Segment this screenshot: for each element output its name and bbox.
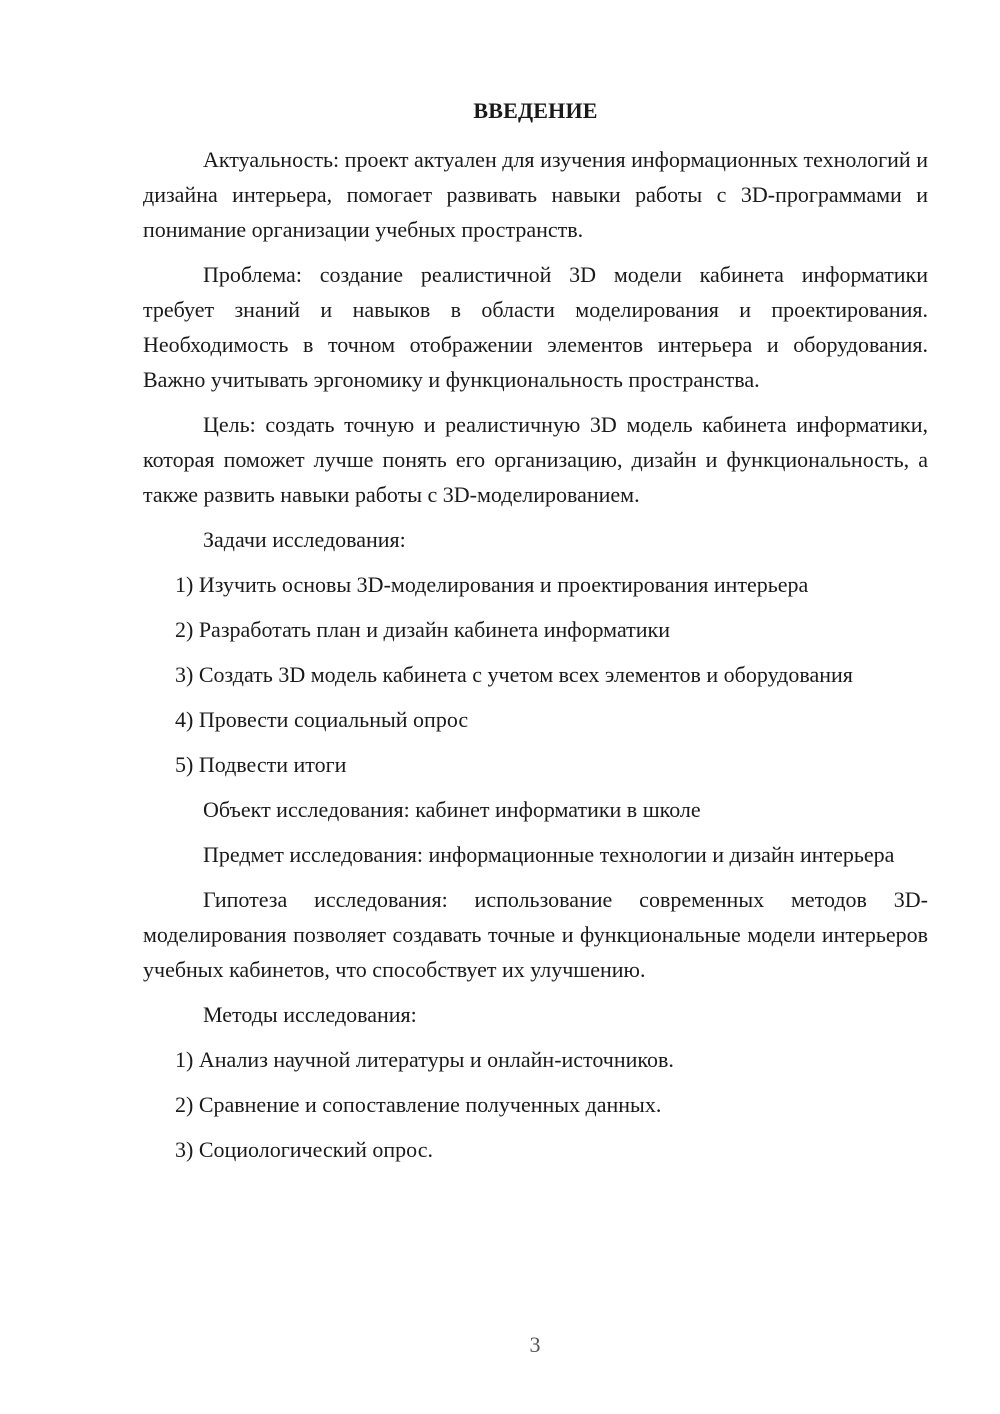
methods-heading: Методы исследования: [203, 1002, 417, 1027]
subject-paragraph: Предмет исследования: информационные технологии и дизайн интерьера [203, 842, 895, 867]
hypothesis-paragraph: Гипотеза исследования: использование современных методов 3D-моделирования позволяет создавать точные и функциональные модели интерьеров учебных кабинетов, что способствует их улучшению. [143, 887, 928, 982]
task-item-3: 3) Создать 3D модель кабинета с учетом всех элементов и оборудования [175, 662, 853, 687]
task-item-2: 2) Разработать план и дизайн кабинета информатики [175, 617, 670, 642]
tasks-heading: Задачи исследования: [203, 527, 406, 552]
method-item-3: 3) Социологический опрос. [175, 1137, 433, 1162]
task-item-4: 4) Провести социальный опрос [175, 707, 469, 732]
task-item-1: 1) Изучить основы 3D-моделирования и проектирования интерьера [175, 572, 809, 597]
goal-paragraph: Цель: создать точную и реалистичную 3D модель кабинета информатики, которая поможет лучше понять его организацию, дизайн и функциональность, а также развить навыки работы с 3D-моделированием. [143, 412, 928, 507]
problem-paragraph: Проблема: создание реалистичной 3D модели кабинета информатики требует знаний и навыков в области моделирования и проектирования. Необходимость в точном отображении элементов интерьера и оборудования. Важно учитывать эргономику и функциональность пространства. [143, 262, 928, 392]
object-paragraph: Объект исследования: кабинет информатики в школе [203, 797, 701, 822]
task-item-5: 5) Подвести итоги [175, 752, 347, 777]
relevance-paragraph: Актуальность: проект актуален для изучения информационных технологий и дизайна интерьера, помогает развивать навыки работы с 3D-программами и понимание организации учебных пространств. [143, 147, 928, 242]
method-item-1: 1) Анализ научной литературы и онлайн-источников. [175, 1047, 674, 1072]
document-page [143, 96, 928, 1177]
method-item-2: 2) Сравнение и сопоставление полученных данных. [175, 1092, 662, 1117]
page-number: 3 [529, 1332, 541, 1357]
page-title: ВВЕДЕНИЕ [473, 98, 598, 123]
